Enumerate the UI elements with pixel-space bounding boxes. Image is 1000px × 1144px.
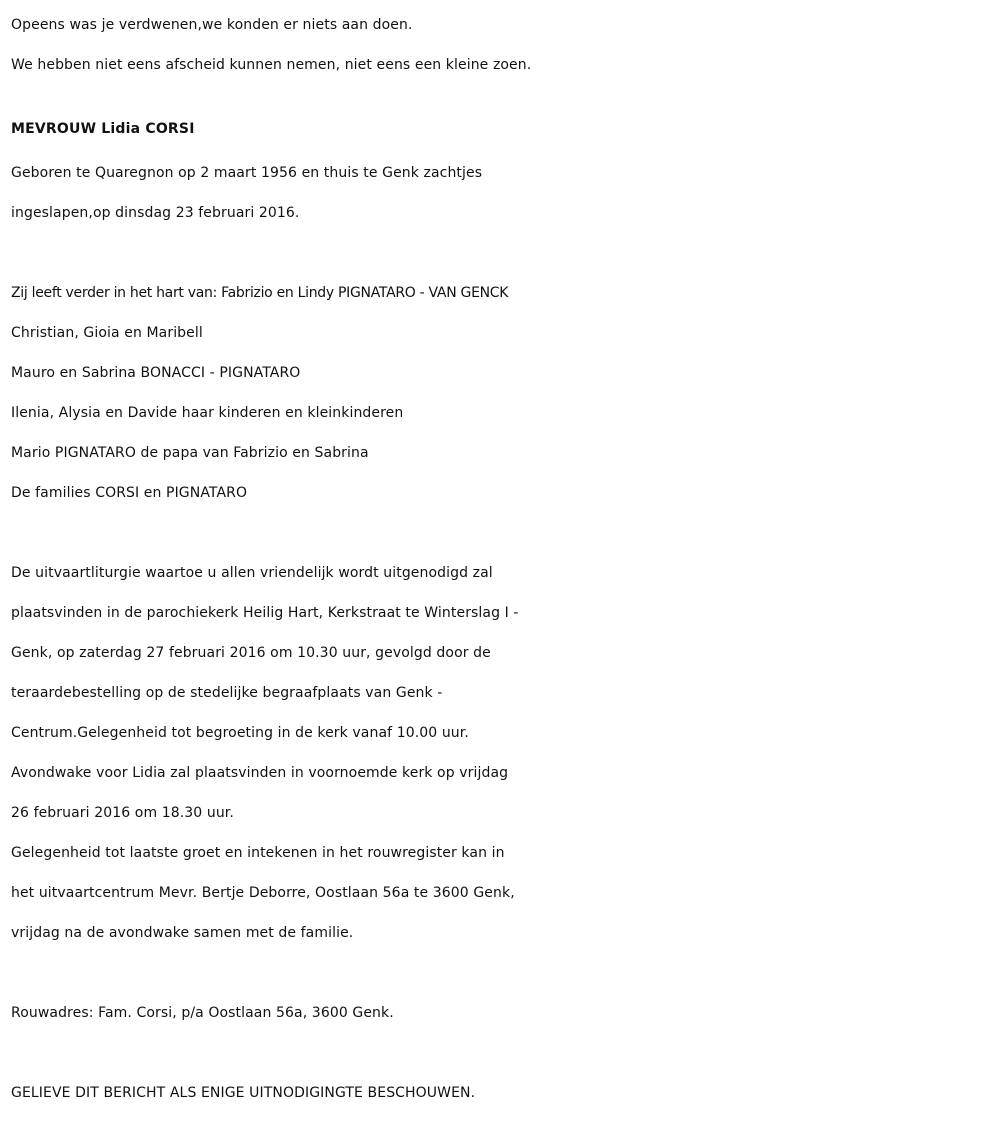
family-list	[11, 273, 996, 513]
poem-line: Opeens was je verdwenen,we konden er niets aan doen.	[11, 17, 413, 33]
text-line: het uitvaartcentrum Mevr. Bertje Deborre, Oostlaan 56a te 3600 Genk,	[11, 885, 515, 901]
spacer	[11, 233, 996, 273]
family-line: Zij leeft verder in het hart van: Fabrizio en Lindy PIGNATARO - VAN GENCK	[11, 285, 509, 301]
text-line: 26 februari 2016 om 18.30 uur.	[11, 805, 234, 821]
family-line: Mario PIGNATARO de papa van Fabrizio en Sabrina	[11, 445, 369, 461]
text-line: Geboren te Quaregnon op 2 maart 1956 en thuis te Genk zachtjes	[11, 165, 483, 181]
text-line: Gelegenheid tot laatste groet en intekenen in het rouwregister kan in	[11, 845, 505, 861]
text-line: Genk, op zaterdag 27 februari 2016 om 10.30 uur, gevolgd door de	[11, 645, 491, 661]
text-line: Avondwake voor Lidia zal plaatsvinden in voornoemde kerk op vrijdag	[11, 765, 509, 781]
birth-death-paragraph	[11, 153, 996, 233]
spacer	[11, 1033, 996, 1073]
text-line: ingeslapen,op dinsdag 23 februari 2016.	[11, 205, 300, 221]
poem	[11, 5, 996, 85]
family-line: De families CORSI en PIGNATARO	[11, 485, 248, 501]
mourning-address: Rouwadres: Fam. Corsi, p/a Oostlaan 56a, 3600 Genk.	[11, 1005, 394, 1021]
spacer	[11, 953, 996, 993]
poem-line: We hebben niet eens afscheid kunnen nemen, niet eens een kleine zoen.	[11, 57, 532, 73]
spacer	[11, 513, 996, 553]
deceased-name-heading: MEVROUW Lidia CORSI	[11, 121, 195, 137]
obituary-notice	[11, 0, 996, 1113]
family-line: Ilenia, Alysia en Davide haar kinderen en kleinkinderen	[11, 405, 404, 421]
text-line: teraardebestelling op de stedelijke begraafplaats van Genk -	[11, 685, 443, 701]
text-line: De uitvaartliturgie waartoe u allen vriendelijk wordt uitgenodigd zal	[11, 565, 493, 581]
text-line: vrijdag na de avondwake samen met de familie.	[11, 925, 354, 941]
family-line: Mauro en Sabrina BONACCI - PIGNATARO	[11, 365, 301, 381]
family-line: Christian, Gioia en Maribell	[11, 325, 203, 341]
text-line: plaatsvinden in de parochiekerk Heilig Hart, Kerkstraat te Winterslag I -	[11, 605, 519, 621]
closing-notice: GELIEVE DIT BERICHT ALS ENIGE UITNODIGINGTE BESCHOUWEN.	[11, 1085, 476, 1101]
text-line: Centrum.Gelegenheid tot begroeting in de kerk vanaf 10.00 uur.	[11, 725, 469, 741]
ceremony-paragraph	[11, 553, 996, 953]
